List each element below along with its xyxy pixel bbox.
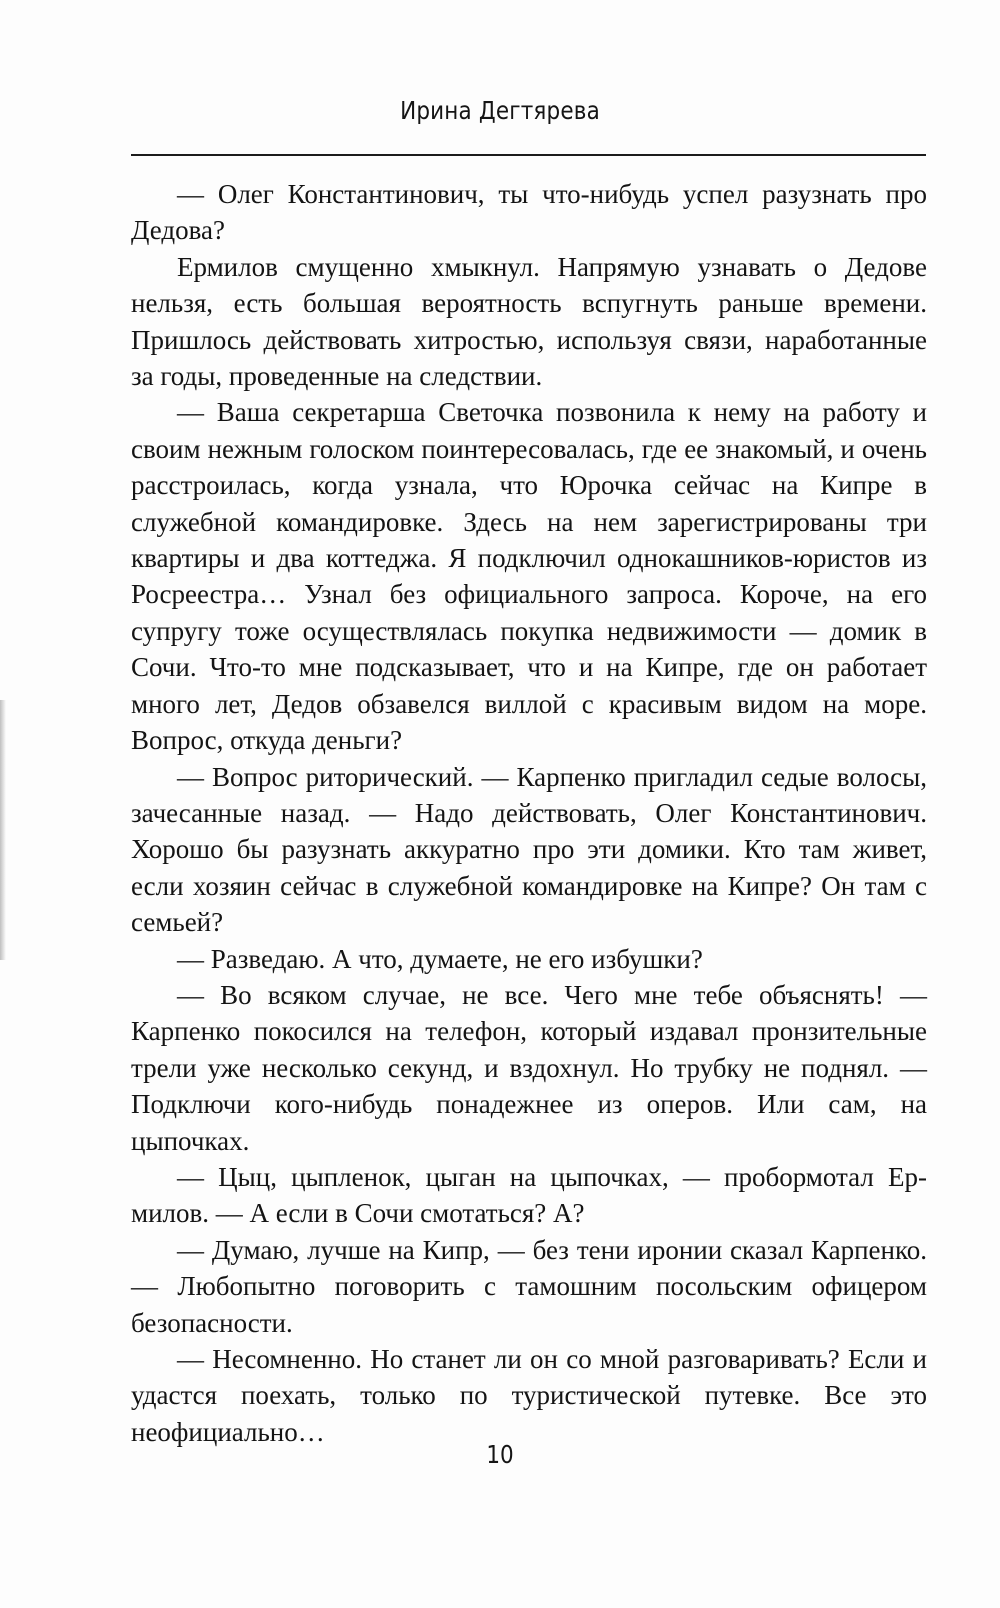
- paragraph: — Ваша секретарша Светочка позвонила к нему на работу и своим нежным голоском поинтересовалась, где ее знакомый, и очень расстроилась, когда узнала, что Юрочка сейчас на Кипре в служебной командировке. Здесь на нем зарегистрированы три квартиры и два коттеджа. Я подключил однокашников-юристов из Росреестра… Узнал без официального запроса. Короче, на его супругу тоже осуществлялась покупка недвижимости — домик в Сочи. Что-то мне подсказывает, что и на Кипре, где он работает много лет, Дедов обзавелся виллой с красивым видом на море. Вопрос, откуда деньги?: [131, 397, 927, 756]
- paragraph: — Во всяком случае, не все. Чего мне тебе объяснять! — Карпенко покосился на телефон, который издавал пронзительные трели уже несколько секунд, и вздохнул. Но трубку не поднял. — Подключи кого-нибудь понадежнее из оперов. Или сам, на цыпочках.: [131, 979, 927, 1156]
- body-text: [131, 176, 927, 1450]
- paragraph: — Вопрос риторический. — Карпенко пригладил седые волосы, зачесанные назад. — Надо действовать, Олег Константинович. Хорошо бы разузнать аккуратно про эти домики. Кто там живет, если хозяин сейчас в служебной командировке на Кипре? Он там с семьей?: [131, 761, 927, 938]
- paragraph: — Несомненно. Но станет ли он со мной разговаривать? Если и удастся поехать, только по туристической путевке. Все это неофициально…: [131, 1344, 927, 1447]
- header-rule: [131, 154, 926, 156]
- paragraph: — Думаю, лучше на Кипр, — без тени иронии сказал Карпенко. — Любопытно поговорить с тамошним посольским офицером безопасности.: [131, 1234, 927, 1338]
- paragraph: Ермилов смущенно хмыкнул. Напрямую узнавать о Дедове нельзя, есть большая вероятность вспугнуть раньше времени. Пришлось действовать хитростью, используя связи, наработанные за годы, проведенные на следствии.: [131, 251, 927, 392]
- paragraph: — Олег Константинович, ты что-нибудь успел разузнать про Дедова?: [131, 179, 927, 246]
- paragraph: — Разведаю. А что, думаете, не его избушки?: [177, 943, 703, 974]
- paragraph: — Цыц, цыпленок, цыган на цыпочках, — пробормотал Ермилов. — А если в Сочи смотаться? А?: [131, 1161, 927, 1229]
- page-edge-shadow: [0, 700, 6, 960]
- page-number: 10: [486, 1440, 514, 1469]
- running-head-author: Ирина Дегтярева: [400, 96, 600, 125]
